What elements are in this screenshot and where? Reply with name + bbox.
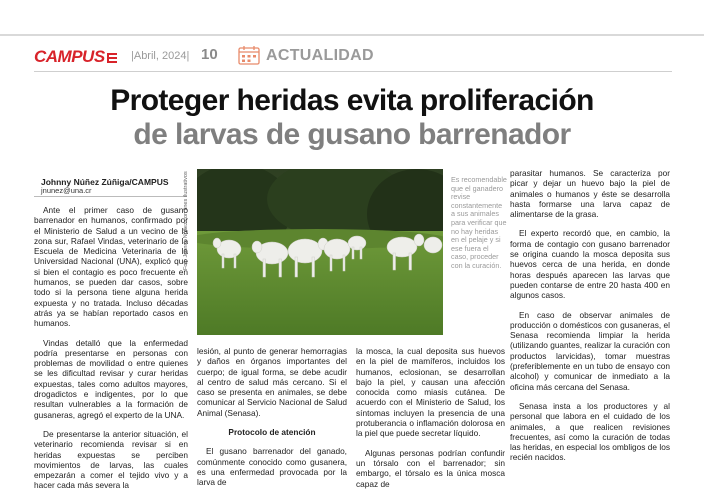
photo-credit: Foto Johnny Núñez con fines ilustrativos <box>183 171 189 270</box>
top-divider <box>0 34 704 36</box>
paragraph: El gusano barrenador del ganado, comúnmente conocido como gusanera, es una enfermedad provocada por la larva de <box>197 446 347 488</box>
paragraph: la mosca, la cual deposita sus huevos en la piel de mamíferos, incluidos los humanos, eclosionan, se desarrollan bajo la piel, y causan una afección conocida como miasis cutánea. De acuerdo con el Ministerio de Salud, los síntomas incluyen la presencia de una protuberancia o inflamación dolorosa en la piel que puede secretar líquido. <box>356 346 505 439</box>
section-title: ACTUALIDAD <box>266 47 374 64</box>
logo-text: CAMPUS <box>34 47 105 66</box>
article-column-3 <box>356 346 505 498</box>
headline-line-1: Proteger heridas evita proliferación <box>110 84 594 117</box>
photo-caption: Es recomendable que el ganadero revise constantemente a sus animales para verificar que no hay heridas en el pelaje y si ese fuera el caso, proceder con la curación. <box>451 175 507 270</box>
paragraph: lesión, al punto de generar hemorragias y daños en órganos importantes del cuerpo; de igual forma, se debe acudir al centro de salud más cercano. Si el caso se presenta en animales, se debe comunicar al Servicio Nacional de Salud Animal (Senasa). <box>197 346 347 418</box>
article-column-2 <box>197 346 347 497</box>
paragraph: Vindas detalló que la enfermedad podría presentarse en personas con problemas de movilidad o entre quienes se les dificultad revisar y curar heridas expuestas, tales como adultos mayores, drogadictos e indigentes, por lo que resultan vulnerables a la formación de gusaneras, agregó el experto de la UNA. <box>34 337 188 420</box>
headline-line-2: de larvas de gusano barrenador <box>133 118 571 151</box>
logo-mark-icon <box>106 51 118 63</box>
cattle-photo-illustration <box>197 169 443 335</box>
calendar-icon <box>238 45 260 65</box>
paragraph: Algunas personas podrían confundir un tórsalo con el barrenador; sin embargo, el tórsalo es la única mosca capaz de <box>356 447 505 489</box>
paragraph: parasitar humanos. Se caracteriza por picar y dejar un huevo bajo la piel de animales o humanos y éste se desarrolla hasta formarse una larva capaz de alimentarse de la grasa. <box>510 168 670 220</box>
campus-logo <box>34 47 118 67</box>
paragraph: De presentarse la anterior situación, el veterinario recomienda revisar si en heridas expuestas se perciben movimientos de larvas, las cuales empezarán a comer el tejido vivo y a hacer cada más severa la <box>34 428 188 491</box>
paragraph: Senasa insta a los productores y al personal que labora en el cuidado de los animales, a que realicen revisiones frecuentes, así como la curación de todas las heridas, en especial los ombligos de los recién nacidos. <box>510 400 670 463</box>
paragraph: Ante el primer caso de gusano barrenador en humanos, confirmado por el Ministerio de Salud a un vecino de la zona sur, Rafael Vindas, veterinario de la Escuela de Medicina Veterinaria de la Universidad Nacional (UNA), explicó que si bien el contagio es poco frecuente en humanos, se pueden dar casos, sobre todo si la persona tiene alguna herida expuesta y no tratada. Incluso décadas atrás ya se habían reportado casos en humanos. <box>34 205 188 329</box>
page-number: 10 <box>201 46 218 63</box>
article-column-1 <box>34 205 188 500</box>
section-subheading: Protocolo de atención <box>228 427 316 438</box>
paragraph: El experto recordó que, en cambio, la forma de contagio con gusano barrenador se origina cuando la mosca deposita sus huevos cerca de una herida, en donde horas después aparecen las larvas que pueden contarse de entre 20 hasta 400 en algunos casos. <box>510 228 670 301</box>
byline-divider <box>34 196 187 197</box>
issue-date: |Abril, 2024| <box>131 50 190 62</box>
paragraph: En caso de observar animales de producción o domésticos con gusaneras, el Senasa recomienda limpiar la herida (utilizando guantes, realizar la curación con productos larvicidas), tomar muestras (preferiblemente en un tubo de ensayo con alcohol) y comunicar de inmediato a la oficina más cercana del Senasa. <box>510 309 670 392</box>
author-email[interactable]: jnunez@una.cr <box>41 186 92 195</box>
author-byline: Johnny Núñez Zúñiga/CAMPUS <box>41 177 169 187</box>
article-column-4 <box>510 168 670 472</box>
cattle-photo <box>197 169 443 335</box>
header-divider <box>34 71 672 72</box>
